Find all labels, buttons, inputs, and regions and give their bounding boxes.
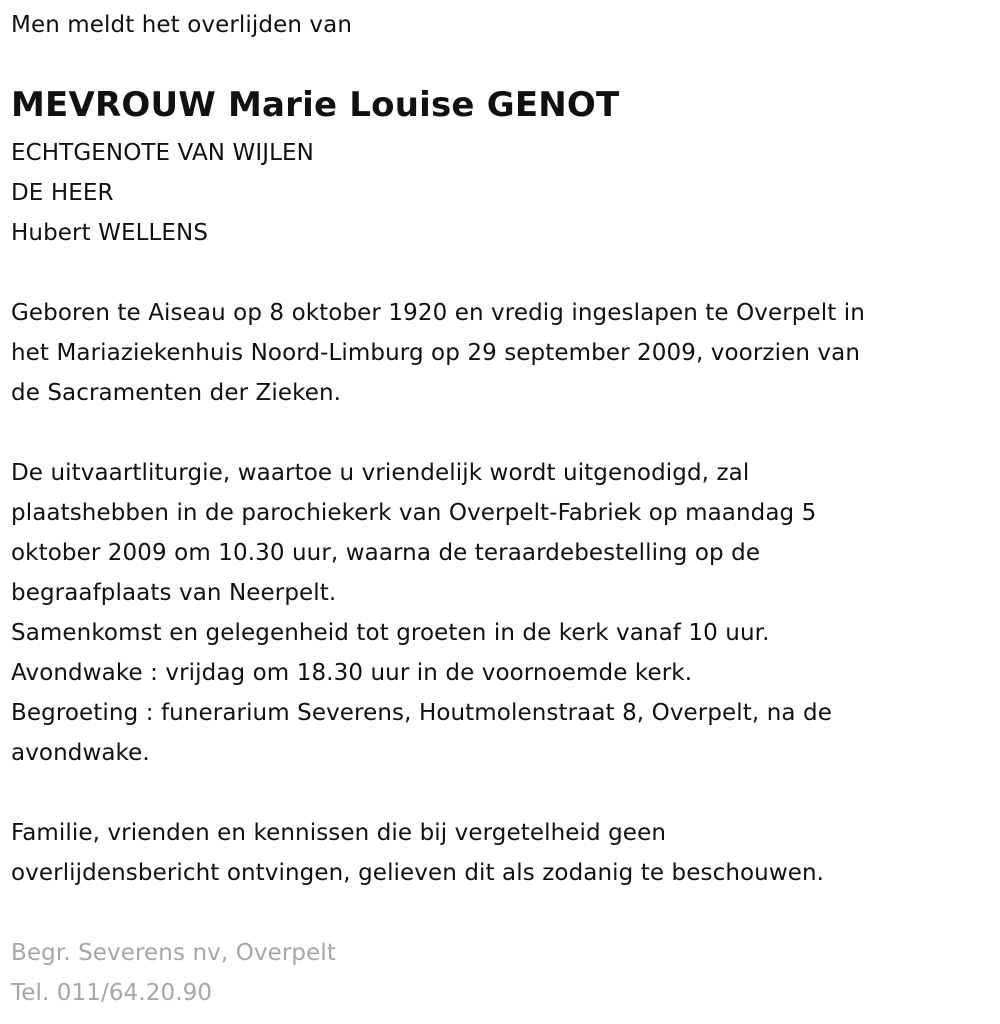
undertaker-info	[11, 933, 336, 1013]
paragraph-line: Samenkomst en gelegenheid tot groeten in de kerk vanaf 10 uur.	[11, 620, 770, 646]
intro-text: Men meldt het overlijden van	[11, 12, 352, 38]
spouse-line: DE HEER	[11, 180, 114, 206]
spouse-block	[11, 133, 314, 253]
undertaker-phone: Tel. 011/64.20.90	[11, 980, 213, 1006]
paragraph-line: het Mariaziekenhuis Noord-Limburg op 29 september 2009, voorzien van	[11, 340, 860, 366]
spouse-line: Hubert WELLENS	[11, 220, 209, 246]
paragraph-line: Begroeting : funerarium Severens, Houtmolenstraat 8, Overpelt, na de	[11, 700, 832, 726]
family-notice-paragraph	[11, 813, 824, 893]
paragraph-line: Avondwake : vrijdag om 18.30 uur in de voornoemde kerk.	[11, 660, 693, 686]
paragraph-line: De uitvaartliturgie, waartoe u vriendelijk wordt uitgenodigd, zal	[11, 460, 750, 486]
paragraph-line: de Sacramenten der Zieken.	[11, 380, 342, 406]
paragraph-line: oktober 2009 om 10.30 uur, waarna de teraardebestelling op de	[11, 540, 761, 566]
birth-death-paragraph	[11, 293, 865, 413]
paragraph-line: begraafplaats van Neerpelt.	[11, 580, 337, 606]
undertaker-name: Begr. Severens nv, Overpelt	[11, 940, 336, 966]
paragraph-line: avondwake.	[11, 740, 150, 766]
paragraph-line: plaatshebben in de parochiekerk van Overpelt-Fabriek op maandag 5	[11, 500, 817, 526]
funeral-paragraph	[11, 453, 832, 773]
paragraph-line: overlijdensbericht ontvingen, gelieven dit als zodanig te beschouwen.	[11, 860, 825, 886]
paragraph-line: Familie, vrienden en kennissen die bij vergetelheid geen	[11, 820, 666, 846]
paragraph-line: Geboren te Aiseau op 8 oktober 1920 en vredig ingeslapen te Overpelt in	[11, 300, 865, 326]
deceased-name: MEVROUW Marie Louise GENOT	[11, 85, 620, 125]
spouse-line: ECHTGENOTE VAN WIJLEN	[11, 140, 314, 166]
